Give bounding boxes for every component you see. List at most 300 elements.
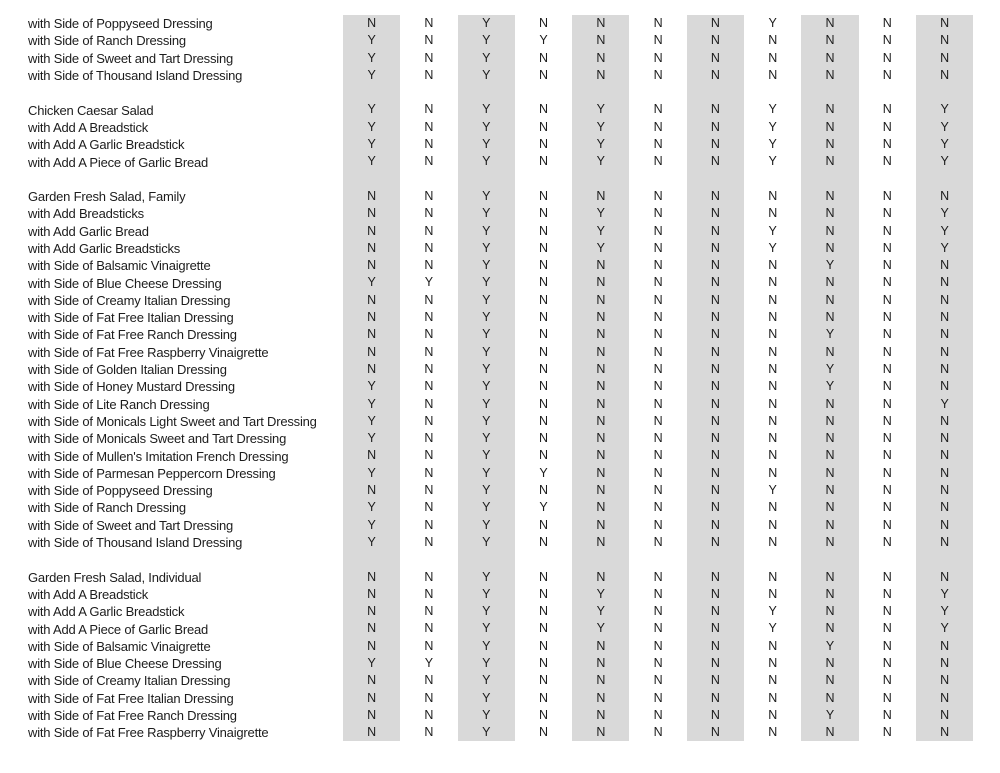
value-cell: N bbox=[801, 396, 858, 413]
table-row bbox=[0, 430, 973, 447]
value-cell: Y bbox=[458, 430, 515, 447]
row-label: with Side of Balsamic Vinaigrette bbox=[28, 258, 211, 274]
value-cell bbox=[343, 171, 400, 188]
value-cell: N bbox=[424, 16, 434, 30]
value-cell: N bbox=[653, 396, 663, 411]
value-cell: N bbox=[768, 517, 778, 532]
value-cell: Y bbox=[458, 153, 515, 170]
value-cell: N bbox=[916, 413, 973, 430]
value-cell: N bbox=[687, 465, 744, 482]
value-cell: N bbox=[424, 534, 434, 549]
value-cell: N bbox=[653, 16, 663, 30]
value-cell: N bbox=[572, 326, 629, 343]
value-cell: N bbox=[882, 448, 892, 463]
value-cell: N bbox=[653, 621, 663, 636]
value-cell: N bbox=[343, 724, 400, 741]
value-cell: Y bbox=[458, 569, 515, 586]
value-cell: N bbox=[882, 188, 892, 203]
table-row bbox=[0, 672, 973, 689]
value-cell bbox=[515, 84, 572, 101]
value-cell: N bbox=[916, 482, 973, 499]
value-cell: Y bbox=[801, 361, 858, 378]
value-cell: N bbox=[687, 240, 744, 257]
value-cell: N bbox=[882, 206, 892, 221]
value-cell: N bbox=[424, 206, 434, 221]
value-cell: N bbox=[539, 638, 549, 653]
value-cell: N bbox=[572, 569, 629, 586]
value-cell: Y bbox=[572, 205, 629, 222]
value-cell bbox=[572, 84, 629, 101]
table-row bbox=[0, 482, 973, 499]
value-cell: Y bbox=[458, 326, 515, 343]
value-cell: N bbox=[687, 430, 744, 447]
value-cell: N bbox=[882, 361, 892, 376]
value-cell: N bbox=[343, 569, 400, 586]
value-cell: Y bbox=[801, 326, 858, 343]
row-label: with Add Garlic Breadsticks bbox=[28, 241, 181, 256]
row-label: with Add Breadsticks bbox=[28, 206, 144, 222]
value-cell: N bbox=[768, 258, 778, 273]
row-label: with Side of Parmesan Peppercorn Dressing bbox=[28, 465, 276, 481]
value-cell: N bbox=[882, 50, 892, 65]
row-label: with Side of Ranch Dressing bbox=[28, 33, 186, 49]
row-label: with Add A Breadstick bbox=[28, 586, 149, 602]
value-cell: N bbox=[424, 102, 434, 117]
value-cell: N bbox=[653, 344, 663, 359]
value-cell: Y bbox=[916, 136, 973, 153]
row-label: with Side of Monicals Sweet and Tart Dressing bbox=[28, 431, 287, 447]
value-cell: N bbox=[539, 327, 549, 342]
value-cell: N bbox=[882, 33, 892, 48]
value-cell: N bbox=[572, 465, 629, 482]
value-cell bbox=[515, 171, 572, 188]
value-cell: Y bbox=[458, 413, 515, 430]
value-cell: N bbox=[768, 638, 778, 653]
row-label: with Side of Thousand Island Dressing bbox=[28, 68, 243, 84]
value-cell: Y bbox=[916, 223, 973, 240]
value-cell: Y bbox=[343, 517, 400, 534]
value-cell: N bbox=[916, 447, 973, 464]
value-cell: Y bbox=[458, 517, 515, 534]
value-cell: N bbox=[653, 206, 663, 221]
value-cell: N bbox=[539, 240, 549, 255]
table-row bbox=[0, 638, 973, 655]
value-cell: Y bbox=[458, 32, 515, 49]
value-cell bbox=[859, 171, 916, 188]
value-cell: N bbox=[653, 137, 663, 152]
value-cell: N bbox=[882, 310, 892, 325]
value-cell: Y bbox=[458, 707, 515, 724]
value-cell: N bbox=[768, 534, 778, 549]
value-cell: N bbox=[572, 309, 629, 326]
row-label: with Side of Sweet and Tart Dressing bbox=[28, 50, 234, 66]
value-cell: Y bbox=[424, 275, 434, 290]
value-cell: Y bbox=[458, 274, 515, 291]
value-cell: Y bbox=[343, 153, 400, 170]
value-cell: Y bbox=[343, 655, 400, 672]
value-cell bbox=[629, 84, 686, 101]
value-cell: N bbox=[801, 50, 858, 67]
value-cell: Y bbox=[458, 655, 515, 672]
value-cell: Y bbox=[424, 655, 434, 670]
value-cell: N bbox=[882, 137, 892, 152]
value-cell bbox=[744, 171, 801, 188]
value-cell: N bbox=[687, 50, 744, 67]
value-cell: N bbox=[882, 119, 892, 134]
row-label: with Side of Fat Free Italian Dressing bbox=[28, 310, 234, 326]
value-cell: Y bbox=[343, 274, 400, 291]
row-label: with Side of Poppyseed Dressing bbox=[28, 16, 213, 32]
value-cell: N bbox=[653, 327, 663, 342]
value-cell: N bbox=[882, 465, 892, 480]
value-cell: N bbox=[801, 517, 858, 534]
value-cell: N bbox=[882, 102, 892, 117]
value-cell: N bbox=[424, 310, 434, 325]
value-cell: N bbox=[539, 258, 549, 273]
table-row bbox=[0, 569, 973, 586]
value-cell: N bbox=[768, 33, 778, 48]
value-cell: Y bbox=[343, 378, 400, 395]
value-cell: N bbox=[916, 15, 973, 32]
value-cell: N bbox=[539, 413, 549, 428]
value-cell: N bbox=[572, 482, 629, 499]
value-cell: N bbox=[653, 275, 663, 290]
table-row bbox=[0, 15, 973, 32]
value-cell: N bbox=[687, 655, 744, 672]
table-row bbox=[0, 205, 973, 222]
value-cell: N bbox=[916, 361, 973, 378]
value-cell: N bbox=[882, 534, 892, 549]
value-cell: Y bbox=[768, 119, 777, 134]
separator-row bbox=[0, 84, 973, 101]
value-cell: N bbox=[882, 707, 892, 722]
value-cell: N bbox=[882, 586, 892, 601]
value-cell: N bbox=[687, 447, 744, 464]
value-cell: Y bbox=[458, 620, 515, 637]
value-cell: Y bbox=[768, 483, 777, 498]
value-cell: Y bbox=[458, 344, 515, 361]
value-cell: N bbox=[343, 292, 400, 309]
value-cell: N bbox=[343, 586, 400, 603]
value-cell: Y bbox=[343, 430, 400, 447]
value-cell: N bbox=[424, 431, 434, 446]
table-row bbox=[0, 344, 973, 361]
table-row bbox=[0, 586, 973, 603]
value-cell: N bbox=[768, 310, 778, 325]
row-label: with Side of Ranch Dressing bbox=[28, 500, 186, 516]
value-cell: N bbox=[539, 292, 549, 307]
value-cell: N bbox=[882, 379, 892, 394]
value-cell: N bbox=[572, 724, 629, 741]
value-cell: N bbox=[916, 50, 973, 67]
value-cell: N bbox=[882, 500, 892, 515]
value-cell: N bbox=[653, 465, 663, 480]
value-cell: N bbox=[916, 257, 973, 274]
row-label: Garden Fresh Salad, Family bbox=[28, 189, 186, 205]
value-cell: N bbox=[539, 102, 549, 117]
value-cell: Y bbox=[801, 707, 858, 724]
value-cell: N bbox=[539, 448, 549, 463]
value-cell: N bbox=[882, 673, 892, 688]
value-cell: N bbox=[916, 378, 973, 395]
value-cell: N bbox=[916, 344, 973, 361]
value-cell: N bbox=[882, 431, 892, 446]
value-cell: N bbox=[653, 240, 663, 255]
value-cell: N bbox=[343, 309, 400, 326]
value-cell: N bbox=[424, 154, 434, 169]
value-cell: Y bbox=[768, 604, 777, 619]
value-cell: N bbox=[653, 102, 663, 117]
value-cell: Y bbox=[539, 465, 548, 480]
table-row bbox=[0, 534, 973, 551]
value-cell: N bbox=[768, 707, 778, 722]
value-cell: N bbox=[343, 15, 400, 32]
table-row bbox=[0, 447, 973, 464]
value-cell: N bbox=[653, 292, 663, 307]
value-cell: Y bbox=[768, 154, 777, 169]
value-cell: Y bbox=[458, 67, 515, 84]
value-cell: N bbox=[572, 257, 629, 274]
value-cell: Y bbox=[343, 32, 400, 49]
value-cell: N bbox=[801, 690, 858, 707]
value-cell: N bbox=[572, 655, 629, 672]
value-cell: N bbox=[687, 205, 744, 222]
value-cell: N bbox=[424, 448, 434, 463]
value-cell: Y bbox=[572, 101, 629, 118]
value-cell: Y bbox=[458, 101, 515, 118]
value-cell: N bbox=[424, 223, 434, 238]
row-label: with Add A Piece of Garlic Bread bbox=[28, 621, 209, 637]
value-cell: N bbox=[882, 16, 892, 30]
value-cell: N bbox=[687, 690, 744, 707]
value-cell: N bbox=[572, 707, 629, 724]
value-cell: N bbox=[801, 188, 858, 205]
row-label: with Add A Piece of Garlic Bread bbox=[28, 154, 209, 170]
row-label: Chicken Caesar Salad bbox=[28, 102, 154, 118]
value-cell: N bbox=[801, 240, 858, 257]
value-cell bbox=[801, 84, 858, 101]
value-cell: Y bbox=[458, 292, 515, 309]
table-row bbox=[0, 499, 973, 516]
value-cell: Y bbox=[572, 586, 629, 603]
value-cell: N bbox=[572, 378, 629, 395]
value-cell: N bbox=[882, 725, 892, 740]
value-cell: Y bbox=[572, 620, 629, 637]
value-cell: N bbox=[916, 309, 973, 326]
value-cell: N bbox=[572, 517, 629, 534]
value-cell: Y bbox=[458, 465, 515, 482]
value-cell: Y bbox=[768, 16, 777, 30]
value-cell: N bbox=[653, 188, 663, 203]
value-cell: N bbox=[687, 569, 744, 586]
table-row bbox=[0, 274, 973, 291]
value-cell: N bbox=[768, 275, 778, 290]
allergen-matrix-table bbox=[0, 15, 973, 741]
value-cell: N bbox=[768, 206, 778, 221]
value-cell: N bbox=[916, 430, 973, 447]
value-cell: Y bbox=[916, 620, 973, 637]
row-label: with Side of Fat Free Italian Dressing bbox=[28, 690, 234, 706]
value-cell: N bbox=[882, 690, 892, 705]
value-cell bbox=[515, 551, 572, 568]
value-cell: Y bbox=[572, 153, 629, 170]
value-cell: N bbox=[687, 707, 744, 724]
value-cell: N bbox=[572, 690, 629, 707]
row-label: with Side of Balsamic Vinaigrette bbox=[28, 638, 211, 654]
value-cell: Y bbox=[343, 413, 400, 430]
value-cell: N bbox=[572, 15, 629, 32]
value-cell: N bbox=[653, 655, 663, 670]
row-label: with Side of Mullen's Imitation French Dressing bbox=[28, 448, 289, 464]
value-cell: Y bbox=[916, 153, 973, 170]
value-cell: Y bbox=[458, 205, 515, 222]
value-cell bbox=[400, 551, 457, 568]
value-cell: Y bbox=[458, 499, 515, 516]
value-cell: N bbox=[424, 119, 434, 134]
value-cell: Y bbox=[916, 586, 973, 603]
value-cell: N bbox=[539, 517, 549, 532]
value-cell: N bbox=[801, 603, 858, 620]
value-cell: N bbox=[424, 569, 434, 584]
value-cell: N bbox=[343, 620, 400, 637]
value-cell: N bbox=[653, 500, 663, 515]
value-cell: N bbox=[687, 257, 744, 274]
value-cell: Y bbox=[458, 223, 515, 240]
value-cell: Y bbox=[916, 119, 973, 136]
value-cell: N bbox=[882, 292, 892, 307]
row-label: with Side of Poppyseed Dressing bbox=[28, 483, 213, 499]
value-cell: N bbox=[687, 344, 744, 361]
value-cell: N bbox=[653, 517, 663, 532]
value-cell: N bbox=[343, 240, 400, 257]
row-label: with Side of Lite Ranch Dressing bbox=[28, 396, 210, 412]
value-cell: N bbox=[801, 309, 858, 326]
table-row bbox=[0, 257, 973, 274]
value-cell: N bbox=[424, 465, 434, 480]
value-cell: N bbox=[801, 153, 858, 170]
value-cell: N bbox=[882, 344, 892, 359]
value-cell: N bbox=[424, 621, 434, 636]
value-cell: N bbox=[653, 534, 663, 549]
value-cell: N bbox=[882, 154, 892, 169]
value-cell: N bbox=[768, 327, 778, 342]
value-cell: N bbox=[687, 223, 744, 240]
value-cell: N bbox=[424, 500, 434, 515]
value-cell: N bbox=[424, 586, 434, 601]
value-cell: N bbox=[343, 672, 400, 689]
value-cell: N bbox=[653, 67, 663, 82]
table-row bbox=[0, 292, 973, 309]
value-cell: N bbox=[653, 569, 663, 584]
value-cell: N bbox=[768, 431, 778, 446]
value-cell: N bbox=[687, 326, 744, 343]
value-cell bbox=[687, 84, 744, 101]
value-cell: N bbox=[424, 396, 434, 411]
value-cell: N bbox=[424, 344, 434, 359]
value-cell: N bbox=[687, 274, 744, 291]
value-cell: Y bbox=[916, 603, 973, 620]
value-cell: N bbox=[916, 326, 973, 343]
value-cell: N bbox=[882, 621, 892, 636]
value-cell: N bbox=[801, 292, 858, 309]
value-cell: N bbox=[916, 292, 973, 309]
row-label: with Side of Honey Mustard Dressing bbox=[28, 379, 235, 395]
value-cell: N bbox=[687, 292, 744, 309]
value-cell: Y bbox=[458, 447, 515, 464]
value-cell: N bbox=[916, 655, 973, 672]
table-row bbox=[0, 465, 973, 482]
value-cell: Y bbox=[458, 586, 515, 603]
table-row bbox=[0, 413, 973, 430]
value-cell bbox=[400, 84, 457, 101]
value-cell: N bbox=[343, 361, 400, 378]
value-cell: N bbox=[801, 499, 858, 516]
value-cell: N bbox=[424, 725, 434, 740]
value-cell: N bbox=[572, 50, 629, 67]
value-cell: Y bbox=[768, 137, 777, 152]
value-cell: N bbox=[687, 413, 744, 430]
value-cell: N bbox=[687, 586, 744, 603]
value-cell: Y bbox=[768, 223, 777, 238]
value-cell: N bbox=[687, 482, 744, 499]
value-cell bbox=[572, 551, 629, 568]
row-label: with Side of Fat Free Raspberry Vinaigrette bbox=[28, 725, 269, 741]
value-cell: N bbox=[801, 413, 858, 430]
value-cell: N bbox=[572, 534, 629, 551]
row-label: with Side of Fat Free Ranch Dressing bbox=[28, 327, 237, 343]
value-cell: Y bbox=[458, 482, 515, 499]
value-cell: N bbox=[801, 534, 858, 551]
value-cell: N bbox=[424, 33, 434, 48]
value-cell: N bbox=[687, 67, 744, 84]
value-cell: Y bbox=[343, 101, 400, 118]
value-cell: Y bbox=[572, 119, 629, 136]
value-cell: N bbox=[539, 361, 549, 376]
value-cell: N bbox=[424, 673, 434, 688]
value-cell: N bbox=[916, 499, 973, 516]
value-cell: N bbox=[687, 620, 744, 637]
value-cell: N bbox=[572, 188, 629, 205]
value-cell: N bbox=[768, 448, 778, 463]
value-cell: N bbox=[882, 258, 892, 273]
value-cell: N bbox=[424, 67, 434, 82]
value-cell: N bbox=[916, 274, 973, 291]
value-cell: Y bbox=[458, 50, 515, 67]
value-cell: Y bbox=[916, 240, 973, 257]
value-cell: Y bbox=[572, 603, 629, 620]
value-cell: Y bbox=[768, 102, 777, 117]
value-cell: N bbox=[343, 188, 400, 205]
value-cell: N bbox=[343, 257, 400, 274]
value-cell: N bbox=[539, 483, 549, 498]
value-cell: N bbox=[882, 604, 892, 619]
value-cell: N bbox=[343, 707, 400, 724]
value-cell: N bbox=[539, 50, 549, 65]
value-cell: N bbox=[687, 724, 744, 741]
value-cell: N bbox=[424, 137, 434, 152]
row-label: with Add A Garlic Breadstick bbox=[28, 137, 185, 153]
value-cell: N bbox=[916, 569, 973, 586]
value-cell: N bbox=[539, 16, 549, 30]
value-cell: N bbox=[653, 310, 663, 325]
value-cell: N bbox=[343, 223, 400, 240]
value-cell: Y bbox=[343, 499, 400, 516]
value-cell bbox=[687, 171, 744, 188]
value-cell: N bbox=[539, 344, 549, 359]
row-label: with Side of Fat Free Raspberry Vinaigrette bbox=[28, 344, 269, 360]
value-cell: N bbox=[539, 154, 549, 169]
separator-row bbox=[0, 551, 973, 568]
